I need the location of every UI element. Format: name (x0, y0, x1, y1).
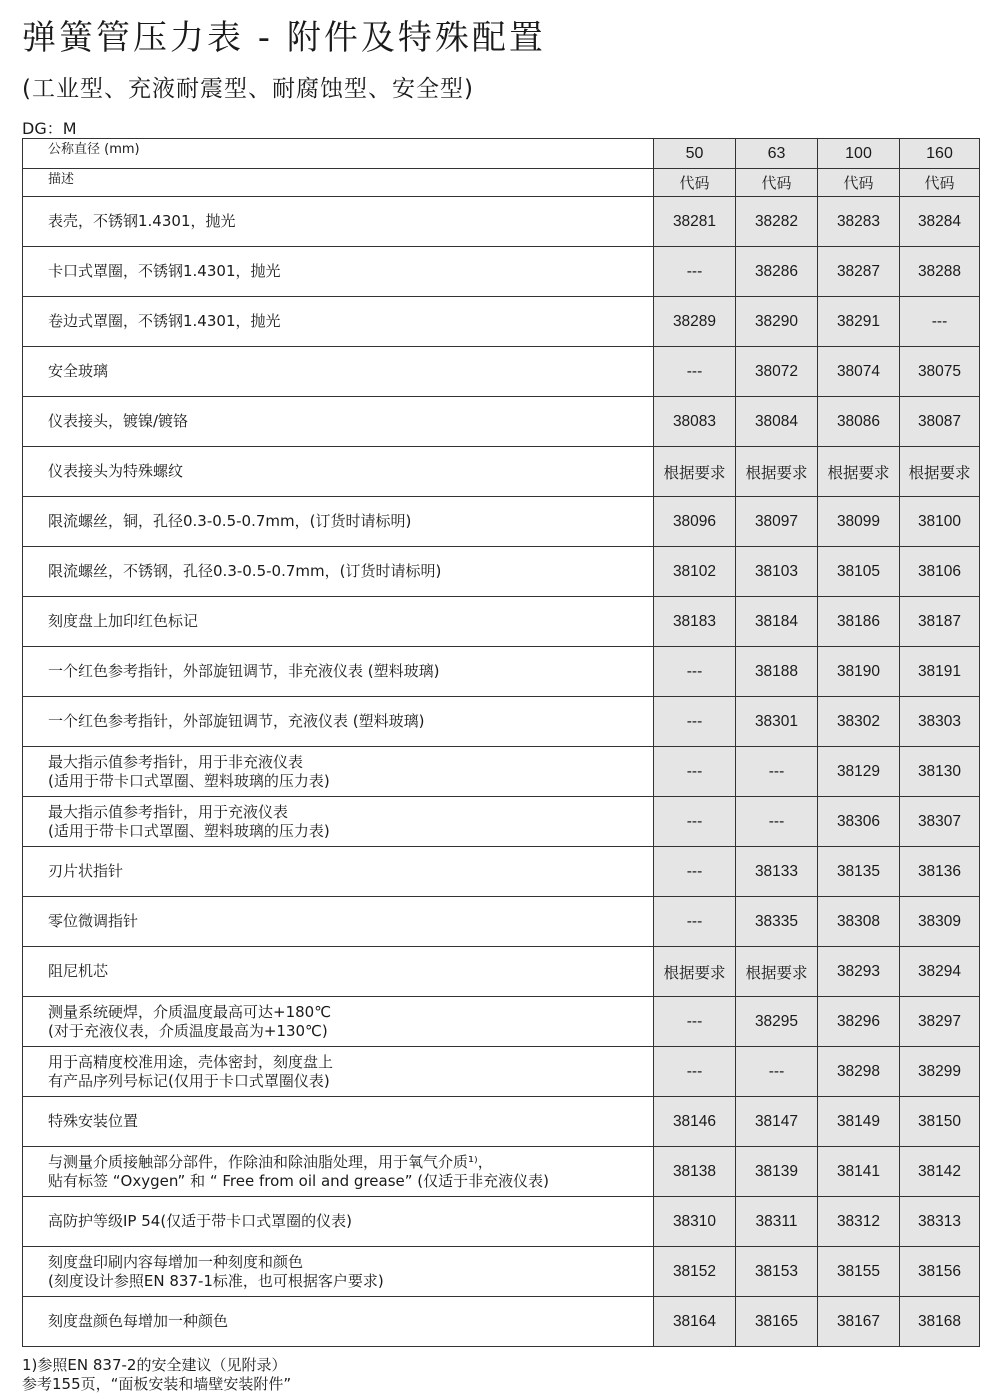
description-line: 刃片状指针 (48, 862, 124, 880)
code-cell: 38298 (818, 1047, 900, 1097)
description-line: (适用于带卡口式罩圈、塑料玻璃的压力表) (48, 771, 330, 790)
code-cell: 38290 (736, 297, 818, 347)
code-cell: 38153 (736, 1247, 818, 1297)
row-description (23, 397, 654, 447)
row-description (23, 697, 654, 747)
footnote-1: 1)参照EN 837-2的安全建议（见附录） (22, 1356, 287, 1374)
code-cell: 38133 (736, 847, 818, 897)
page-subtitle: (工业型、充液耐震型、耐腐蚀型、安全型) (22, 76, 474, 102)
size-header-50: 50 (654, 139, 736, 169)
table-row (23, 447, 980, 497)
code-cell: 38288 (900, 247, 980, 297)
code-cell: 38313 (900, 1197, 980, 1247)
code-cell: --- (654, 347, 736, 397)
row-description (23, 797, 654, 847)
code-cell: 38293 (818, 947, 900, 997)
description-line: 用于高精度校准用途，壳体密封，刻度盘上 (48, 1052, 334, 1071)
code-cell: 38084 (736, 397, 818, 447)
code-cell: 38139 (736, 1147, 818, 1197)
description-line: 表壳，不锈钢1.4301，抛光 (48, 212, 236, 230)
row-description (23, 247, 654, 297)
code-cell: 38186 (818, 597, 900, 647)
row-description (23, 747, 654, 797)
description-line: 与测量介质接触部分部件，作除油和除油脂处理，用于氧气介质¹⁾， (48, 1152, 493, 1171)
code-cell: 38129 (818, 747, 900, 797)
description-line: 安全玻璃 (48, 362, 109, 380)
row-description (23, 447, 654, 497)
description-line: 刻度盘印刷内容每增加一种刻度和颜色 (48, 1252, 304, 1271)
row-description (23, 847, 654, 897)
code-cell: 38102 (654, 547, 736, 597)
desc-header-label: 描述 (23, 169, 654, 197)
description-line: 最大指示值参考指针，用于非充液仪表 (48, 752, 304, 771)
dg-label: DG：M (22, 119, 77, 138)
code-cell: 根据要求 (736, 447, 818, 497)
code-cell: 38106 (900, 547, 980, 597)
table-row (23, 897, 980, 947)
description-line: (刻度设计参照EN 837-1标准，也可根据客户要求) (48, 1271, 384, 1290)
table-row (23, 997, 980, 1047)
code-cell: --- (654, 1047, 736, 1097)
row-description (23, 547, 654, 597)
table-row (23, 497, 980, 547)
accessories-table (22, 138, 980, 1347)
table-row (23, 297, 980, 347)
code-cell: 38335 (736, 897, 818, 947)
code-cell: 38308 (818, 897, 900, 947)
table-row (23, 797, 980, 847)
footnote-2: 参考155页，“面板安装和墙壁安装附件” (22, 1375, 292, 1393)
code-cell: --- (900, 297, 980, 347)
code-cell: 38297 (900, 997, 980, 1047)
code-cell: 38150 (900, 1097, 980, 1147)
code-cell: 38168 (900, 1297, 980, 1347)
row-description (23, 297, 654, 347)
code-cell: 根据要求 (654, 447, 736, 497)
code-cell: 38083 (654, 397, 736, 447)
code-cell: --- (654, 697, 736, 747)
code-cell: 38138 (654, 1147, 736, 1197)
row-description (23, 647, 654, 697)
size-header-100: 100 (818, 139, 900, 169)
code-cell: 38152 (654, 1247, 736, 1297)
description-line: 刻度盘上加印红色标记 (48, 612, 199, 630)
code-cell: 38165 (736, 1297, 818, 1347)
code-cell: 38135 (818, 847, 900, 897)
code-cell: 38142 (900, 1147, 980, 1197)
row-description (23, 497, 654, 547)
code-cell: 38294 (900, 947, 980, 997)
code-cell: 38283 (818, 197, 900, 247)
description-line: (适用于带卡口式罩圈、塑料玻璃的压力表) (48, 821, 330, 840)
code-cell: 38099 (818, 497, 900, 547)
code-cell: 38075 (900, 347, 980, 397)
code-cell: 38155 (818, 1247, 900, 1297)
code-cell: 38299 (900, 1047, 980, 1097)
code-cell: 38184 (736, 597, 818, 647)
row-description (23, 197, 654, 247)
table-row (23, 747, 980, 797)
row-description (23, 1147, 654, 1197)
code-cell: 38183 (654, 597, 736, 647)
row-description (23, 347, 654, 397)
code-cell: 38105 (818, 547, 900, 597)
code-cell: 38147 (736, 1097, 818, 1147)
code-cell: --- (736, 797, 818, 847)
code-cell: 38072 (736, 347, 818, 397)
code-cell: --- (736, 747, 818, 797)
description-line: 测量系统硬焊，介质温度最高可达+180℃ (48, 1002, 332, 1021)
description-line: (对于充液仪表，介质温度最高为+130℃) (48, 1021, 328, 1040)
code-cell: --- (654, 797, 736, 847)
code-cell: 38167 (818, 1297, 900, 1347)
code-cell: 38282 (736, 197, 818, 247)
code-cell: 38141 (818, 1147, 900, 1197)
code-cell: 38146 (654, 1097, 736, 1147)
code-cell: 38281 (654, 197, 736, 247)
footnotes (22, 1356, 291, 1394)
code-cell: 根据要求 (900, 447, 980, 497)
code-cell: 38309 (900, 897, 980, 947)
code-cell: --- (654, 247, 736, 297)
row-description (23, 1197, 654, 1247)
code-cell: 38136 (900, 847, 980, 897)
description-line: 阻尼机芯 (48, 962, 109, 980)
description-line: 限流螺丝，不锈钢，孔径0.3-0.5-0.7mm，(订货时请标明) (48, 562, 442, 580)
code-cell: --- (654, 897, 736, 947)
code-cell: 38087 (900, 397, 980, 447)
table-row (23, 1097, 980, 1147)
code-cell: 38291 (818, 297, 900, 347)
description-line: 零位微调指针 (48, 912, 139, 930)
table-row (23, 397, 980, 447)
desc-header-row (23, 169, 980, 197)
description-line: 有产品序列号标记(仅用于卡口式罩圈仪表) (48, 1071, 330, 1090)
table-row (23, 1247, 980, 1297)
table-row (23, 197, 980, 247)
code-header: 代码 (736, 169, 818, 197)
table-row (23, 947, 980, 997)
code-cell: --- (654, 997, 736, 1047)
description-line: 卷边式罩圈，不锈钢1.4301，抛光 (48, 312, 281, 330)
code-cell: 38130 (900, 747, 980, 797)
code-cell: 38312 (818, 1197, 900, 1247)
table-row (23, 697, 980, 747)
table-row (23, 847, 980, 897)
size-header-160: 160 (900, 139, 980, 169)
table-row (23, 1297, 980, 1347)
code-cell: 38301 (736, 697, 818, 747)
code-cell: 根据要求 (818, 447, 900, 497)
code-header: 代码 (900, 169, 980, 197)
size-header-label: 公称直径 (mm) (23, 139, 654, 169)
row-description (23, 1097, 654, 1147)
code-cell: 根据要求 (654, 947, 736, 997)
description-line: 高防护等级IP 54(仅适于带卡口式罩圈的仪表) (48, 1212, 353, 1230)
size-header-63: 63 (736, 139, 818, 169)
code-cell: 38100 (900, 497, 980, 547)
code-cell: 38306 (818, 797, 900, 847)
code-cell: --- (654, 847, 736, 897)
description-line: 仪表接头为特殊螺纹 (48, 462, 184, 480)
code-cell: 38289 (654, 297, 736, 347)
code-cell: 38149 (818, 1097, 900, 1147)
code-cell: 38307 (900, 797, 980, 847)
description-line: 刻度盘颜色每增加一种颜色 (48, 1312, 229, 1330)
code-cell: 38187 (900, 597, 980, 647)
table-row (23, 347, 980, 397)
code-header: 代码 (818, 169, 900, 197)
code-cell: 38164 (654, 1297, 736, 1347)
code-cell: 38086 (818, 397, 900, 447)
description-line: 贴有标签 “Oxygen” 和 “ Free from oil and grease” (仅适于非充液仪表) (48, 1171, 549, 1190)
code-cell: 38303 (900, 697, 980, 747)
row-description (23, 947, 654, 997)
page-title: 弹簧管压力表 - 附件及特殊配置 (22, 18, 546, 58)
code-cell: 38284 (900, 197, 980, 247)
size-header-row (23, 139, 980, 169)
code-cell: 38096 (654, 497, 736, 547)
row-description (23, 897, 654, 947)
code-cell: --- (654, 647, 736, 697)
code-cell: 38286 (736, 247, 818, 297)
code-cell: 38103 (736, 547, 818, 597)
row-description (23, 1247, 654, 1297)
code-cell: 38310 (654, 1197, 736, 1247)
table-row (23, 247, 980, 297)
row-description (23, 997, 654, 1047)
code-cell: --- (736, 1047, 818, 1097)
row-description (23, 1047, 654, 1097)
table-row (23, 1047, 980, 1097)
code-cell: 38191 (900, 647, 980, 697)
description-line: 最大指示值参考指针，用于充液仪表 (48, 802, 289, 821)
table-row (23, 547, 980, 597)
code-cell: 38311 (736, 1197, 818, 1247)
table-row (23, 597, 980, 647)
description-line: 一个红色参考指针，外部旋钮调节，非充液仪表 (塑料玻璃) (48, 662, 440, 680)
code-cell: 38156 (900, 1247, 980, 1297)
code-cell: 38302 (818, 697, 900, 747)
description-line: 限流螺丝，铜，孔径0.3-0.5-0.7mm，(订货时请标明) (48, 512, 412, 530)
code-cell: 38296 (818, 997, 900, 1047)
row-description (23, 597, 654, 647)
table-row (23, 1147, 980, 1197)
code-cell: 根据要求 (736, 947, 818, 997)
row-description (23, 1297, 654, 1347)
code-cell: 38287 (818, 247, 900, 297)
code-cell: --- (654, 747, 736, 797)
table-row (23, 1197, 980, 1247)
code-header: 代码 (654, 169, 736, 197)
description-line: 仪表接头，镀镍/镀铬 (48, 412, 189, 430)
table-row (23, 647, 980, 697)
code-cell: 38188 (736, 647, 818, 697)
description-line: 一个红色参考指针，外部旋钮调节，充液仪表 (塑料玻璃) (48, 712, 425, 730)
description-line: 特殊安装位置 (48, 1112, 139, 1130)
code-cell: 38097 (736, 497, 818, 547)
code-cell: 38295 (736, 997, 818, 1047)
code-cell: 38190 (818, 647, 900, 697)
description-line: 卡口式罩圈，不锈钢1.4301，抛光 (48, 262, 281, 280)
code-cell: 38074 (818, 347, 900, 397)
